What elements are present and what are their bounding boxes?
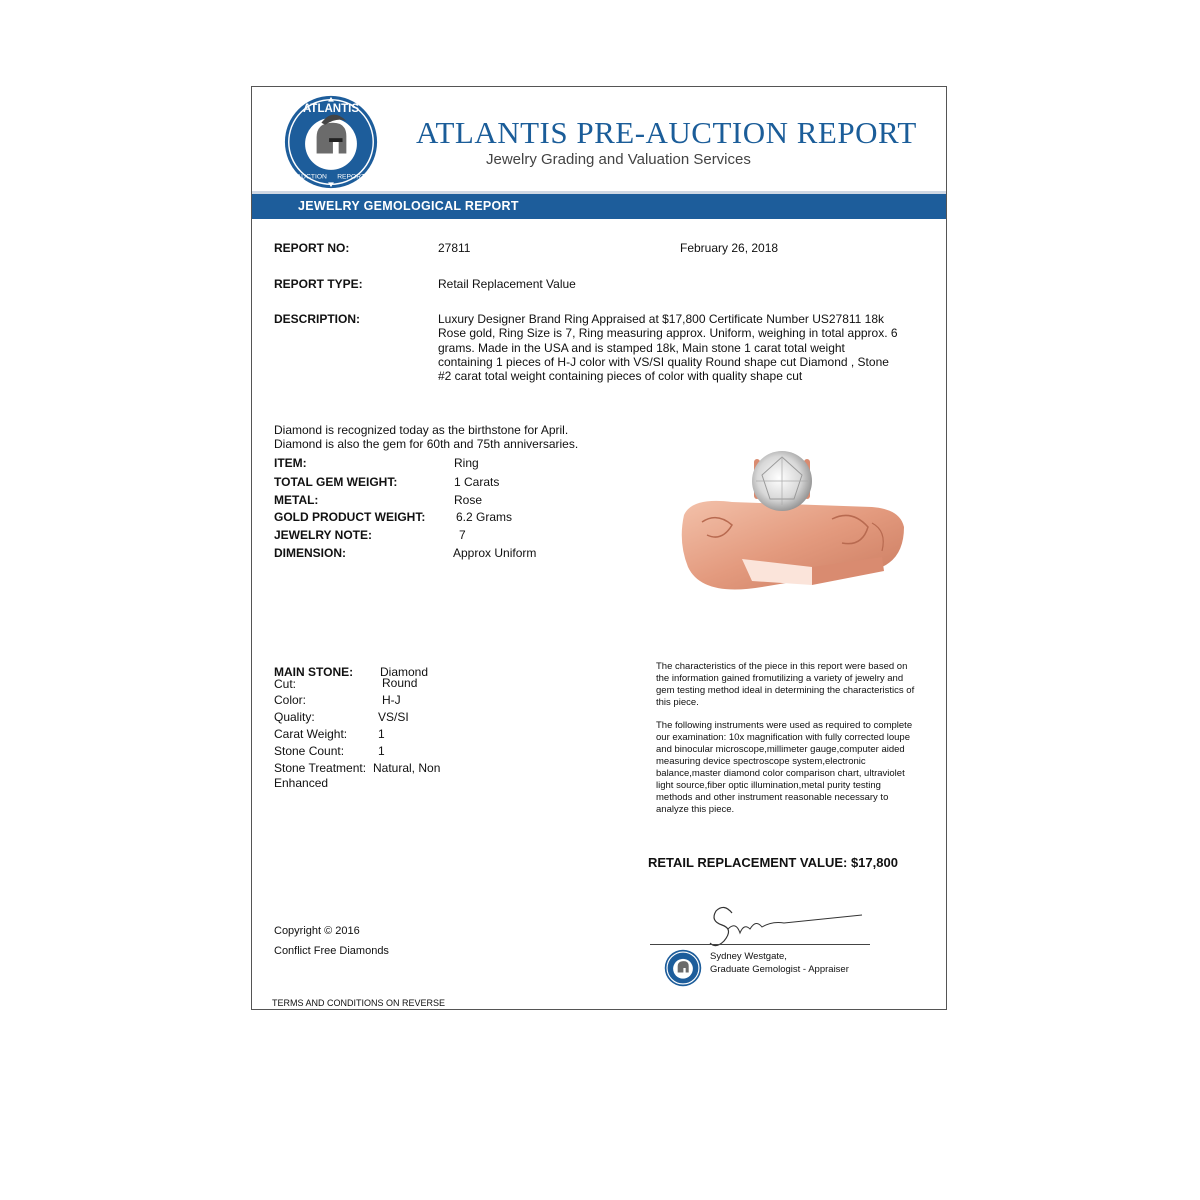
quality-value: VS/SI <box>378 710 409 724</box>
carat-weight-label: Carat Weight: <box>274 727 348 741</box>
dimension-value: Approx Uniform <box>453 546 537 560</box>
carat-weight-value: 1 <box>378 727 385 741</box>
gem-weight-label: TOTAL GEM WEIGHT: <box>274 475 398 489</box>
logo-bottom-left: AUCTION <box>296 173 327 181</box>
atlantis-logo <box>283 94 379 190</box>
cut-label: Cut: <box>274 677 297 691</box>
logo-bottom-right: REPORT <box>337 173 366 181</box>
cut-value: Round <box>382 676 418 690</box>
copyright: Copyright © 2016 <box>274 925 360 937</box>
treatment-value-cont: Enhanced <box>274 776 329 790</box>
report-type: Retail Replacement Value <box>438 277 576 291</box>
stone-count-value: 1 <box>378 744 385 758</box>
report-number: 27811 <box>438 241 471 255</box>
signer-title: Graduate Gemologist - Appraiser <box>710 964 849 975</box>
quality-label: Quality: <box>274 710 315 724</box>
gold-weight-value: 6.2 Grams <box>456 510 513 524</box>
stone-count-label: Stone Count: <box>274 744 345 758</box>
instruments-note: The following instruments were used as required to complete our examination: 10x magnification with fully corrected loupe and binocular microscope,millimeter gauge,computer aided measuring device spectroscope system,electronic balance,master diamond color comparison chart, ultraviolet light source,fiber optic illumination,metal purity testing methods and other instrument reasonable necessary to analyze this piece. <box>656 720 913 815</box>
report-title: ATLANTIS PRE-AUCTION REPORT <box>416 115 917 150</box>
birthstone-line-1: Diamond is recognized today as the birthstone for April. <box>274 423 569 437</box>
conflict-free-note: Conflict Free Diamonds <box>274 945 389 957</box>
jewelry-note-label: JEWELRY NOTE: <box>274 528 373 542</box>
report-document <box>251 86 947 1010</box>
birthstone-line-2: Diamond is also the gem for 60th and 75th anniversaries. <box>274 437 579 451</box>
main-stone-label: MAIN STONE: <box>274 665 354 679</box>
retail-replacement-value: RETAIL REPLACEMENT VALUE: $17,800 <box>648 855 898 870</box>
treatment-label: Stone Treatment: <box>274 761 367 775</box>
terms-conditions: TERMS AND CONDITIONS ON REVERSE <box>272 998 446 1008</box>
metal-label: METAL: <box>274 493 319 507</box>
color-value: H-J <box>382 693 401 707</box>
dimension-label: DIMENSION: <box>274 546 346 560</box>
characteristics-note: The characteristics of the piece in this report were based on the information gained fromutilizing a variety of jewelry and gem testing method ideal in determining the characteristics of this piece. <box>656 661 915 708</box>
report-subtitle: Jewelry Grading and Valuation Services <box>486 151 751 168</box>
main-stone-value: Diamond <box>380 665 429 679</box>
item-value: Ring <box>454 456 479 470</box>
signer-name: Sydney Westgate, <box>710 951 787 962</box>
description-label: DESCRIPTION: <box>274 312 361 326</box>
jewelry-note-value: 7 <box>459 528 466 542</box>
gem-weight-value: 1 Carats <box>454 475 500 489</box>
report-type-label: REPORT TYPE: <box>274 277 363 291</box>
item-label: ITEM: <box>274 456 307 470</box>
atlantis-seal-icon <box>664 949 702 987</box>
treatment-value: Natural, Non <box>373 761 441 775</box>
description-text: Luxury Designer Brand Ring Appraised at $17,800 Certificate Number US27811 18k Rose gold, Ring Size is 7, Ring measuring approx. Uniform, weighing in total approx. 6 grams. Made in the USA and is stamped 18k, Main stone 1 carat total weight containing 1 pieces of H-J color with VS/SI quality Round shape cut Diamond , Stone #2 carat total weight containing pieces of color with quality shape cut <box>438 312 898 384</box>
gold-weight-label: GOLD PRODUCT WEIGHT: <box>274 510 426 524</box>
band-label: JEWELRY GEMOLOGICAL REPORT <box>298 199 519 213</box>
birthstone-note <box>274 423 578 451</box>
report-number-label: REPORT NO: <box>274 241 350 255</box>
signature <box>702 899 872 955</box>
color-label: Color: <box>274 693 307 707</box>
ring-image <box>672 447 912 607</box>
logo-top-text: ATLANTIS <box>302 103 360 116</box>
section-band <box>252 191 946 219</box>
signature-line <box>650 944 870 945</box>
metal-value: Rose <box>454 493 483 507</box>
report-date: February 26, 2018 <box>680 241 779 255</box>
